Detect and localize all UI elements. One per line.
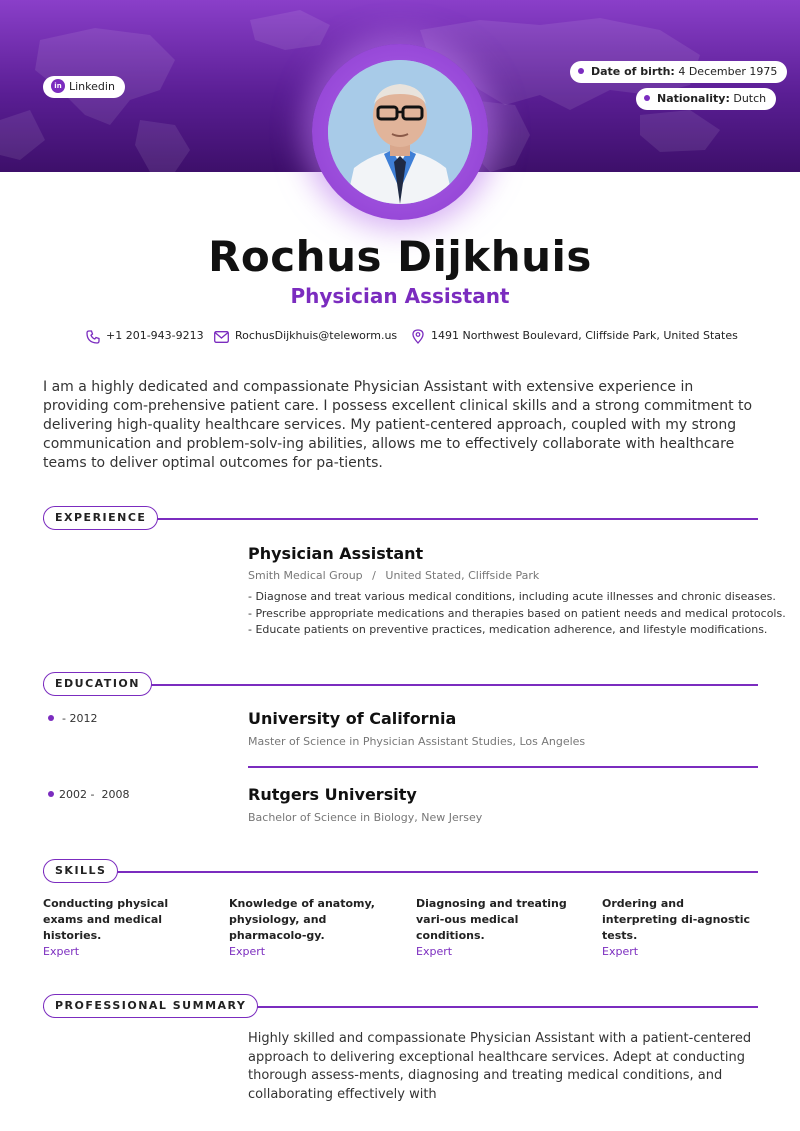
contact-phone[interactable] [86, 329, 204, 342]
education-date [48, 788, 129, 801]
dob-value: 4 December 1975 [678, 65, 778, 78]
skill-level: Expert [602, 945, 639, 958]
experience-bullets [248, 589, 786, 639]
job-title: Physician Assistant [290, 284, 510, 308]
nationality-value: Dutch [733, 92, 767, 105]
company-separator: / [372, 569, 376, 582]
section-heading-professional-summary: PROFESSIONAL SUMMARY [43, 994, 258, 1018]
skill-item [229, 896, 389, 960]
section-heading-education: EDUCATION [43, 672, 152, 696]
contact-address [412, 329, 738, 342]
skill-level: Expert [43, 945, 80, 958]
section-heading-experience: EXPERIENCE [43, 506, 158, 530]
education-school: Rutgers University [248, 785, 417, 804]
list-item: - Diagnose and treat various medical conditions, including acute illnesses and chronic diseases. [248, 590, 776, 603]
contact-email[interactable] [214, 329, 397, 342]
experience-job-title: Physician Assistant [248, 544, 424, 563]
phone-icon [86, 330, 100, 344]
skill-name: Knowledge of anatomy, physiology, and pharmacolo-gy. [229, 897, 375, 942]
avatar [328, 60, 472, 204]
linkedin-icon: in [51, 79, 65, 93]
intro-paragraph: I am a highly dedicated and compassionate Physician Assistant with extensive experience in providing com-prehensive patient care. I possess excellent clinical skills and a strong commitment to delivering high-quality healthcare services. My patient-centered approach, coupled with my strong communication and problem-solv-ing abilities, allows me to effectively collaborate with healthcare teams to deliver optimal outcomes for pa-tients. [43, 379, 753, 471]
dob-label: Date of birth: [591, 65, 675, 78]
skill-item [43, 896, 203, 960]
linkedin-link[interactable] [43, 76, 125, 98]
skill-name: Conducting physical exams and medical histories. [43, 897, 169, 942]
person-name: Rochus Dijkhuis [208, 232, 592, 281]
education-date-text: - 2012 [62, 712, 98, 725]
experience-location: United Stated, Cliffside Park [385, 569, 540, 582]
phone-number: +1 201-943-9213 [106, 329, 204, 342]
section-heading-skills: SKILLS [43, 859, 118, 883]
bullet-dot-icon [578, 68, 584, 74]
skill-item [416, 896, 576, 960]
education-degree: Bachelor of Science in Biology, New Jersey [248, 811, 483, 824]
education-degree: Master of Science in Physician Assistant Studies, Los Angeles [248, 735, 586, 748]
skill-name: Ordering and interpreting di-agnostic tests. [602, 897, 751, 942]
date-of-birth-pill [570, 61, 787, 83]
email-address: RochusDijkhuis@teleworm.us [235, 329, 398, 342]
linkedin-label: Linkedin [69, 80, 115, 93]
bullet-dot-icon [644, 95, 650, 101]
section-divider-line [43, 871, 758, 873]
professional-summary-text: Highly skilled and compassionate Physician Assistant with a patient-centered approach to delivering exceptional healthcare services. Adept at conducting thorough assess-ments, diagnosing and treating medical conditions, and collaborating effectively with [248, 1031, 752, 1102]
address-text: 1491 Northwest Boulevard, Cliffside Park, United States [431, 329, 738, 342]
skill-level: Expert [229, 945, 266, 958]
nationality-pill [636, 88, 776, 110]
nationality-label: Nationality: [657, 92, 730, 105]
education-date [48, 712, 97, 725]
experience-company-line [248, 569, 539, 582]
education-date-text: 2002 - 2008 [59, 788, 130, 801]
skill-item [602, 896, 762, 960]
portrait-illustration [328, 60, 472, 204]
list-item: - Educate patients on preventive practices, medication adherence, and lifestyle modifications. [248, 623, 768, 636]
education-divider [248, 766, 758, 768]
education-school: University of California [248, 709, 457, 728]
skill-name: Diagnosing and treating vari-ous medical conditions. [416, 897, 567, 942]
email-icon [214, 331, 229, 343]
bullet-dot-icon [48, 791, 54, 797]
skill-level: Expert [416, 945, 453, 958]
location-pin-icon [412, 329, 424, 344]
bullet-dot-icon [48, 715, 54, 721]
list-item: - Prescribe appropriate medications and therapies based on patient needs and medical protocols. [248, 606, 786, 620]
experience-company: Smith Medical Group [248, 569, 363, 582]
